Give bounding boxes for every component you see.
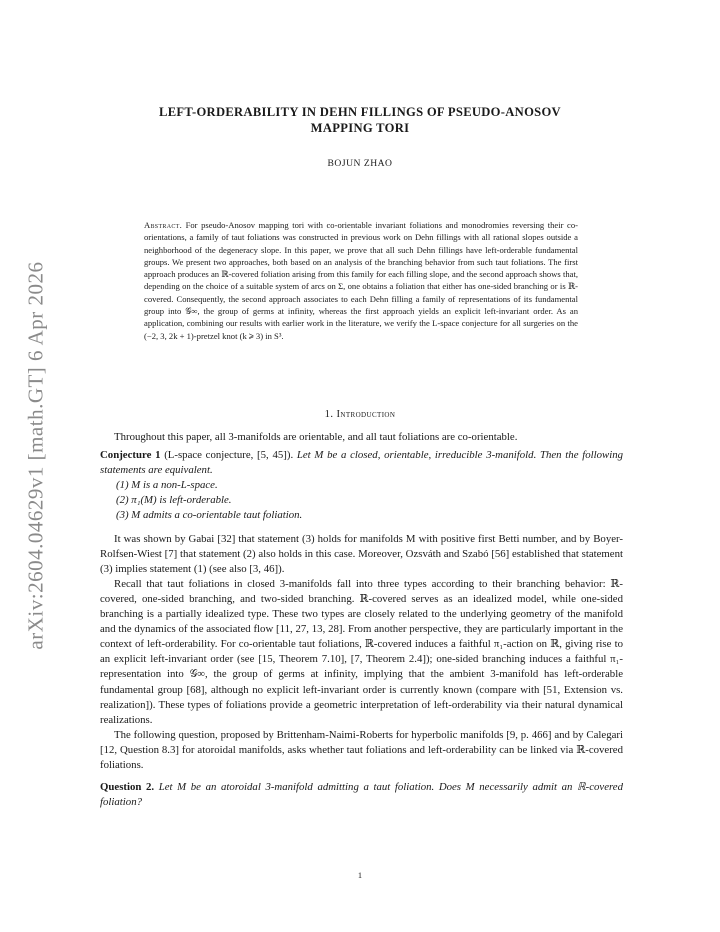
conjecture-cite: (L-space conjecture, [5, 45]). [160, 449, 294, 462]
conjecture-item: (2) π₁(M) is left-orderable. [116, 494, 232, 507]
body-text [100, 430, 623, 810]
title-line-2: MAPPING TORI [310, 121, 410, 135]
intro-paragraph: Throughout this paper, all 3-manifolds are orientable, and all taut foliations are co-orientable. [114, 431, 518, 443]
abstract-label: Abstract. [144, 220, 183, 230]
arxiv-stamp-text: arXiv:2604.04629v1 [math.GT] 6 Apr 2026 [23, 260, 48, 650]
paragraph-branching: Recall that taut foliations in closed 3-manifolds fall into three types according to their branching behavior: ℝ-covered, one-sided branching, and two-sided branching. ℝ-covered serves as an idealized model, while one-sided branching is a partially idealized type. These two types are closely related to the underlying geometry of the manifold and the dynamics of the associated flow [11, 27, 13, 28]. From another perspective, they are particularly important in the context of left-orderability. For co-orientable taut foliations, ℝ-covered induces a faithful π₁-action on ℝ, giving rise to an explicit left-invariant order (see [15, Theorem 7.10], [7, Theorem 2.4]); one-sided branching induces a faithful π₁-representation into 𝒢∞, the group of germs at infinity, implying that the ambient 3-manifold has left-orderable fundamental group [68], although no explicit left-invariant order is currently known (compare with [51, Extension vs. realization]). These types of foliations provide a geometric interpretation of left-orderability via their natural dynamical realizations. [100, 577, 623, 726]
question-head: Question 2. [100, 781, 155, 794]
author-name: BOJUN ZHAO [327, 158, 393, 169]
conjecture-item: (1) M is a non-L-space. [116, 479, 218, 492]
paragraph-gabai: It was shown by Gabai [32] that statement (3) holds for manifolds M with positive first Betti number, and by Boyer-Rolfsen-Wiest [7] that statement (2) also holds in this case. Moreover, Ozsváth and Szabó [56] established that statement (3) implies statement (1) (see also [3, 46]). [100, 532, 623, 575]
paragraph-question-intro: The following question, proposed by Brittenham-Naimi-Roberts for hyperbolic manifolds [9, p. 466] and by Calegari [12, Question 8.3] for atoroidal manifolds, asks whether taut foliations and left-orderability can be linked via ℝ-covered foliations. [100, 728, 623, 771]
paper-title [100, 104, 620, 136]
arxiv-stamp [18, 255, 54, 655]
title-line-1: LEFT-ORDERABILITY IN DEHN FILLINGS OF PSEUDO-ANOSOV [159, 105, 561, 119]
page-number: 1 [357, 871, 363, 880]
conjecture-block [100, 448, 623, 523]
conjecture-statement: Let M be a closed, orientable, irreducible 3-manifold. Then the following statements are equivalent. [100, 449, 623, 477]
abstract [144, 219, 578, 342]
section-heading: 1. Introduction [324, 409, 396, 420]
conjecture-items [116, 478, 623, 523]
conjecture-item: (3) M admits a co-orientable taut foliation. [116, 509, 303, 522]
conjecture-head: Conjecture 1 [100, 449, 161, 462]
question-block [100, 780, 623, 810]
abstract-text: For pseudo-Anosov mapping tori with co-orientable invariant foliations and monodromies reversing their co-orientations, a family of taut foliations was constructed in previous work on Dehn fillings with all rational slopes outside a neighborhood of the degeneracy slope. In this paper, we prove that all such Dehn fillings have left-orderable fundamental groups. We present two approaches, both based on an analysis of the branching behavior from such taut foliations. The first approach produces an ℝ-covered foliation arising from this family for each filling slope, and the second approach shows that, depending on the choice of a suitable system of arcs on Σ, one obtains a foliation that either has one-sided branching or is ℝ-covered. Consequently, the second approach associates to each Dehn filling a family of representations of its fundamental group into 𝒢∞, the group of germs at infinity, whereas the first approach yields an explicit left-invariant order. As an application, combining our results with earlier work in the literature, we verify the L-space conjecture for all surgeries on the (−2, 3, 2k + 1)-pretzel knot (k ⩾ 3) in S³. [144, 220, 578, 341]
question-text: Let M be an atoroidal 3-manifold admitting a taut foliation. Does M necessarily admit an ℝ-covered foliation? [100, 781, 623, 809]
